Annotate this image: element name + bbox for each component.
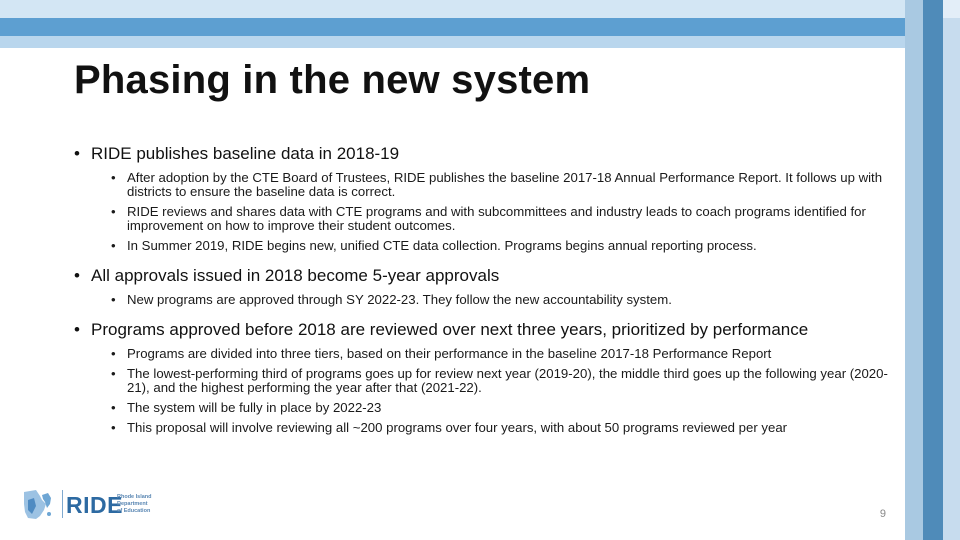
list-item-text: New programs are approved through SY 2022-23. They follow the new accountability system. — [127, 292, 672, 307]
logo-department-name — [117, 494, 177, 515]
bullet: • — [111, 346, 116, 361]
top-lower-band — [0, 36, 905, 48]
logo-wordmark: RIDE — [66, 492, 123, 518]
right-stripe-light — [905, 0, 923, 540]
list-item-text: Programs are divided into three tiers, based on their performance in the baseline 2017-18 Performance Report — [127, 346, 772, 361]
rhode-island-map-icon — [20, 486, 56, 522]
sub-list — [74, 293, 894, 307]
list-item — [111, 347, 894, 361]
list-item-text: The system will be fully in place by 2022-23 — [127, 400, 382, 415]
sub-list — [74, 347, 894, 435]
list-item-text: This proposal will involve reviewing all ~200 programs over four years, with about 50 programs reviewed per year — [127, 420, 788, 435]
section-heading-text: Programs approved before 2018 are reviewed over next three years, prioritized by performance — [91, 320, 809, 339]
right-stripe-top — [943, 0, 960, 18]
logo-divider — [62, 490, 63, 518]
bullet: • — [74, 320, 80, 339]
slide-content — [74, 145, 894, 435]
bullet: • — [111, 292, 116, 307]
top-accent-band — [0, 18, 960, 36]
sub-list — [74, 171, 894, 253]
bullet: • — [111, 420, 116, 435]
bullet: • — [111, 170, 116, 185]
bullet: • — [111, 400, 116, 415]
logo-line: Rhode Island — [117, 494, 152, 500]
section-heading — [74, 145, 894, 163]
list-item — [111, 239, 894, 253]
slide-title: Phasing in the new system — [74, 58, 591, 102]
right-stripe-pale — [943, 0, 960, 540]
logo-line: Department — [117, 501, 148, 507]
right-stripe-dark — [923, 0, 943, 540]
bullet: • — [74, 144, 80, 163]
list-item — [111, 367, 894, 395]
section-heading-text: All approvals issued in 2018 become 5-year approvals — [91, 266, 500, 285]
list-item — [111, 205, 894, 233]
bullet: • — [111, 238, 116, 253]
logo-line: of Education — [117, 508, 151, 514]
section-heading — [74, 321, 894, 339]
section-heading — [74, 267, 894, 285]
list-item-text: After adoption by the CTE Board of Trustees, RIDE publishes the baseline 2017-18 Annual Performance Report. It follows up with districts to ensure the baseline data is correct. — [127, 170, 883, 199]
list-item-text: RIDE reviews and shares data with CTE programs and with subcommittees and industry leads to coach programs identified for improvement on how to improve their student outcomes. — [127, 204, 866, 233]
list-item-text: In Summer 2019, RIDE begins new, unified CTE data collection. Programs begins annual reporting process. — [127, 238, 757, 253]
bullet: • — [111, 366, 116, 381]
list-item — [111, 401, 894, 415]
list-item — [111, 171, 894, 199]
list-item-text: The lowest-performing third of programs goes up for review next year (2019-20), the middle third goes up the following year (2020-21), and the highest performing the year after that (2021-22). — [127, 366, 888, 395]
ride-logo — [20, 486, 160, 522]
bullet: • — [111, 204, 116, 219]
section-heading-text: RIDE publishes baseline data in 2018-19 — [91, 144, 400, 163]
page-number: 9 — [879, 508, 886, 520]
bullet: • — [74, 266, 80, 285]
list-item — [111, 421, 894, 435]
top-light-band — [0, 0, 960, 18]
list-item — [111, 293, 894, 307]
